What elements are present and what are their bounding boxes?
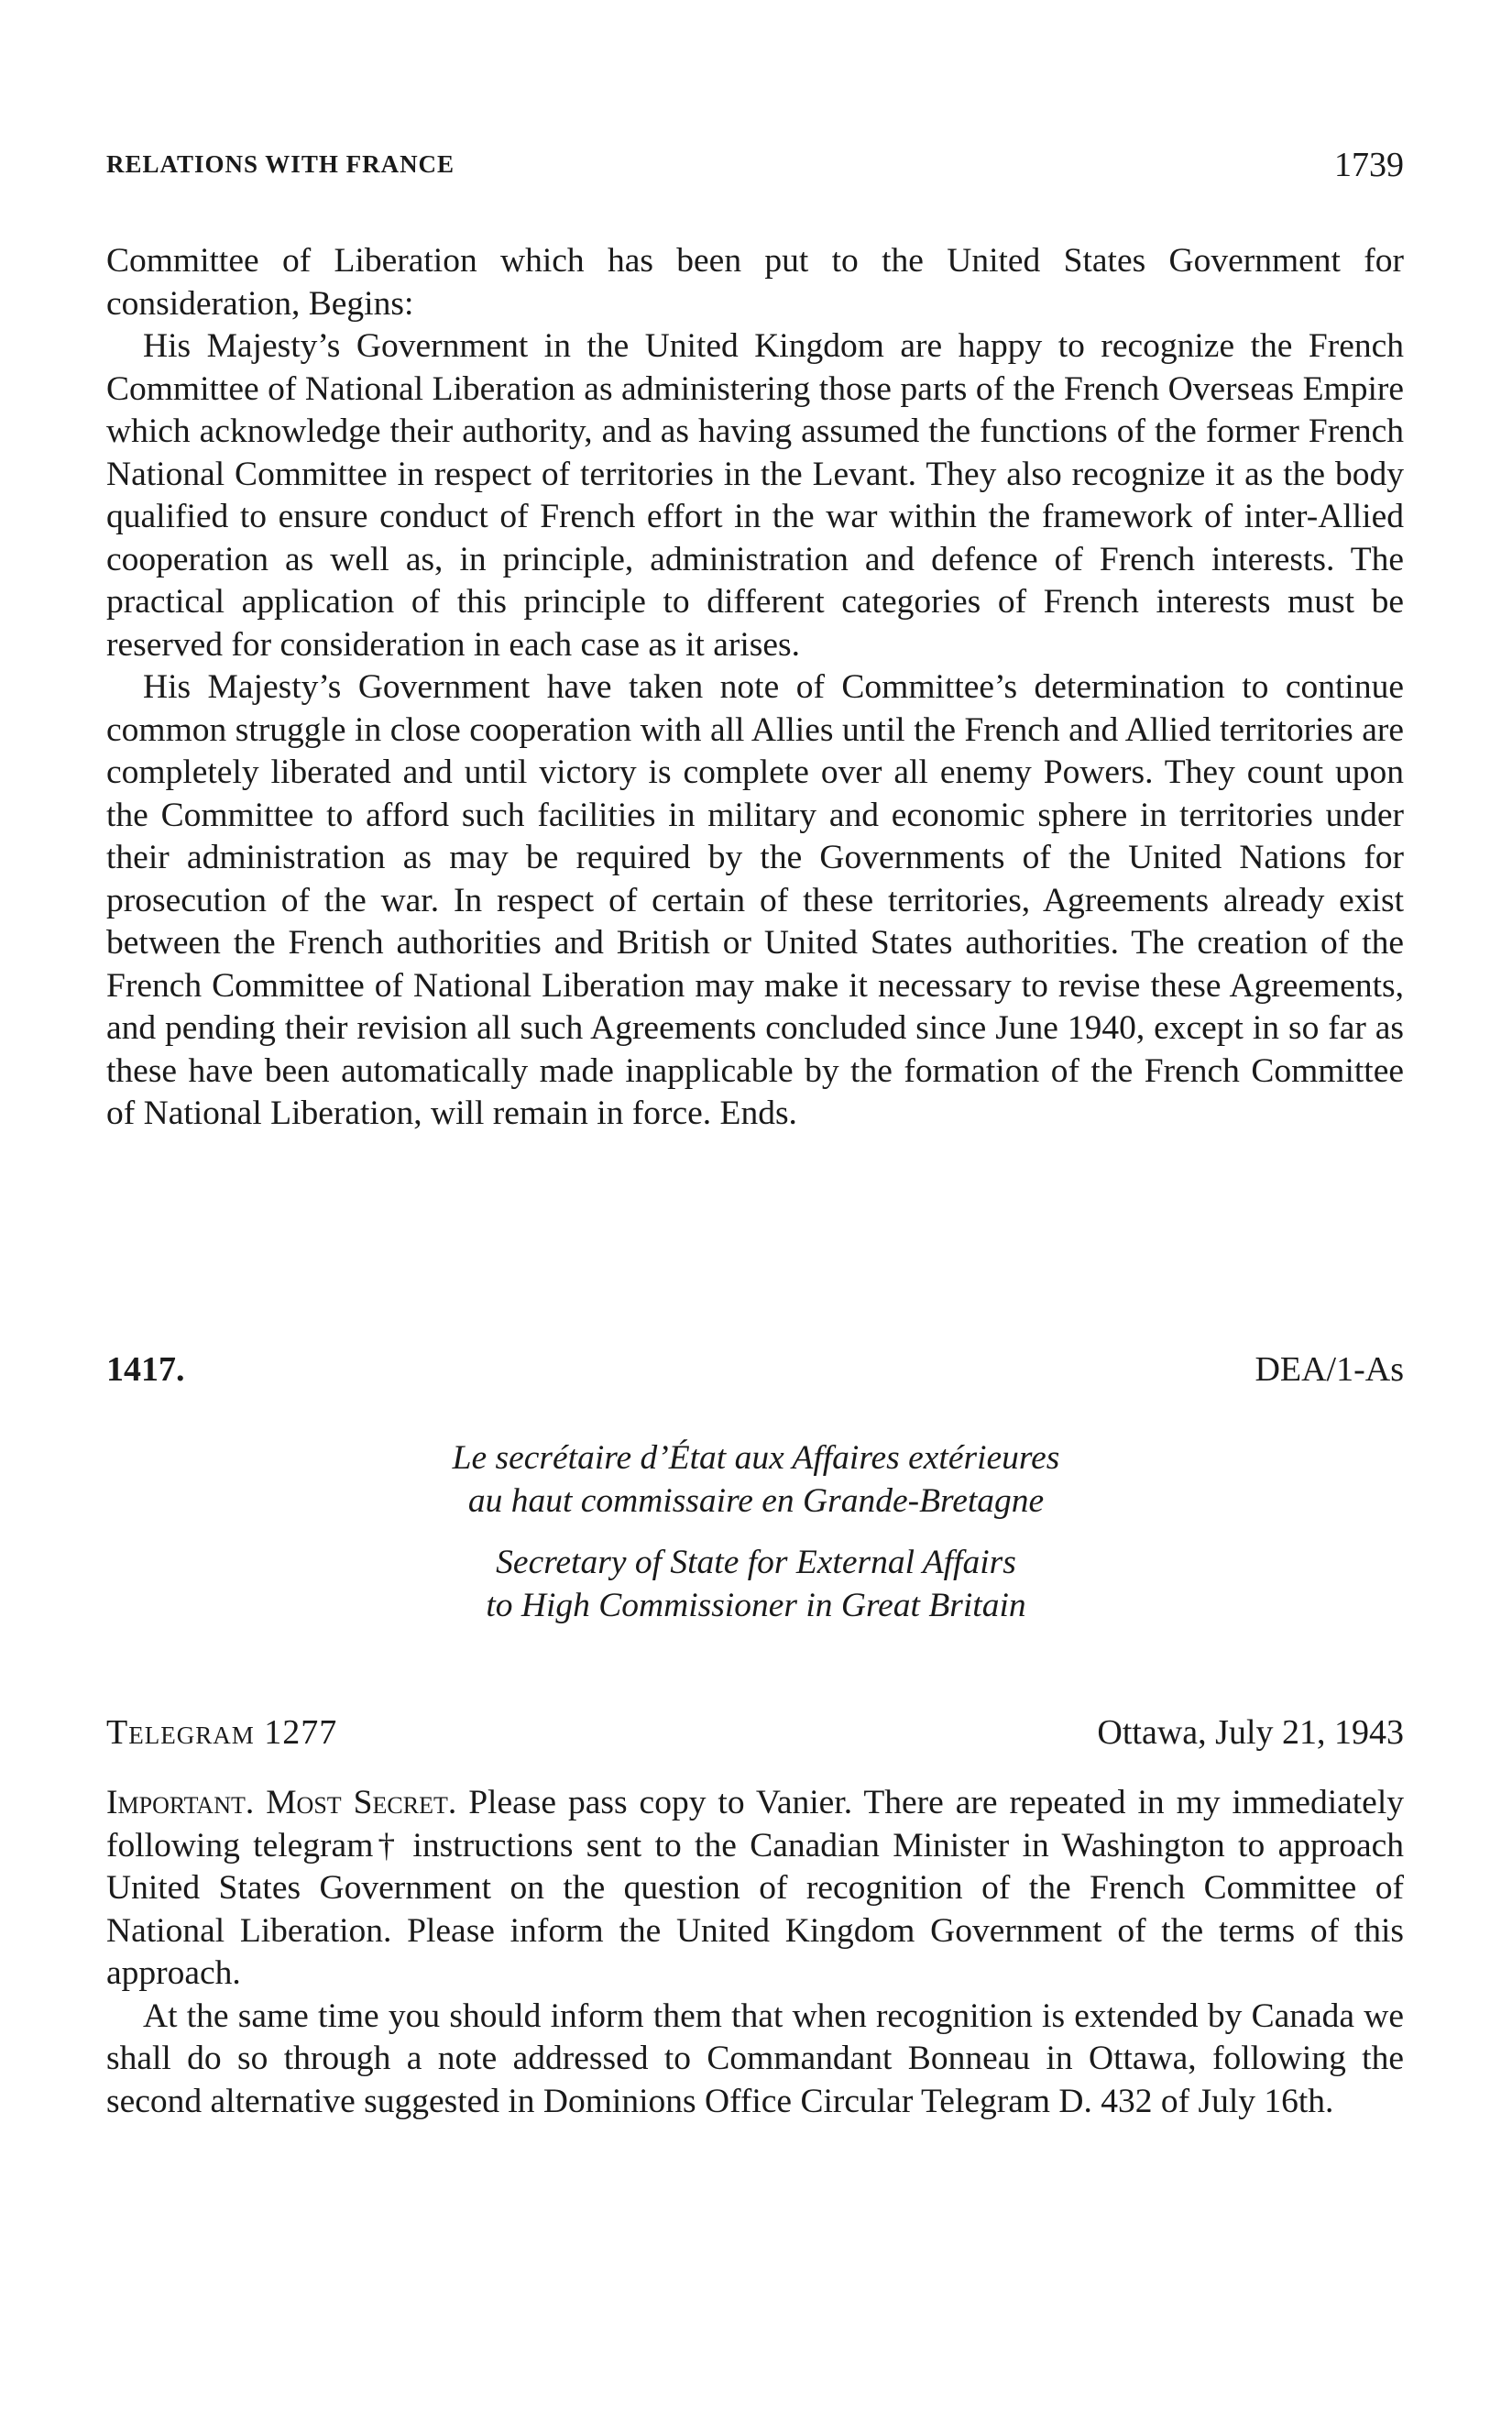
running-head-title: RELATIONS WITH FRANCE	[106, 150, 455, 178]
heading-english	[0, 1542, 1512, 1627]
paragraph-text: Please pass copy to Vanier. There are repeated in my immediately following telegram† instructions sent to the Canadian Minister in Washington to approach United States Government on the question of recognition of the French Committee of National Liberation. Please inform the United Kingdom Government of the terms of this approach.	[106, 1784, 1404, 1992]
page-number: 1739	[1334, 146, 1404, 184]
heading-line: to High Commissioner in Great Britain	[486, 1586, 1026, 1624]
document-reference: DEA/1-As	[1255, 1350, 1404, 1389]
classification-label: Important. Most Secret.	[106, 1784, 457, 1821]
paragraph: His Majesty’s Government have taken note of Committee’s determination to continue common struggle in close cooperation with all Allies until the French and Allied territories are completely liberated and until victory is complete over all enemy Powers. They count upon the Committee to afford such facilities in military and economic sphere in territories under their administration as may be required by the Governments of the United Nations for prosecution of the war. In respect of certain of these territories, Agreements already exist between the French authorities and British or United States authorities. The creation of the French Committee of National Liberation may make it necessary to revise these Agreements, and pending their revision all such Agreements concluded since June 1940, except in so far as these have been automatically made inapplicable by the formation of the French Committee of National Liberation, will remain in force. Ends.	[106, 668, 1404, 1132]
paragraph: At the same time you should inform them that when recognition is extended by Canada we shall do so through a note addressed to Commandant Bonneau in Ottawa, following the second alternative suggested in Dominions Office Circular Telegram D. 432 of July 16th.	[106, 1996, 1404, 2120]
paragraph	[106, 1782, 1404, 1996]
heading-line: au haut commissaire en Grande-Bretagne	[467, 1481, 1045, 1520]
heading-french	[0, 1437, 1512, 1523]
heading-line: Secretary of State for External Affairs	[496, 1544, 1016, 1581]
telegram-label: Telegram 1277	[106, 1713, 338, 1752]
continued-text-block	[106, 240, 1404, 1136]
paragraph: His Majesty’s Government in the United Kingdom are happy to recognize the French Committee of National Liberation as administering those parts of the French Overseas Empire which acknowledge their authority, and as having assumed the functions of the former French National Committee in respect of territories in the Levant. They also recognize it as the body qualified to ensure conduct of French effort in the war within the framework of inter-Allied cooperation as well as, in principle, administration and defence of French interests. The practical application of this principle to different categories of French interests must be reserved for consideration in each case as it arises.	[106, 327, 1404, 664]
paragraph: Committee of Liberation which has been put to the United States Government for consideration, Begins:	[106, 242, 1404, 323]
place-date: Ottawa, July 21, 1943	[1097, 1713, 1404, 1752]
heading-line: Le secrétaire d’État aux Affaires extérieures	[452, 1439, 1060, 1477]
running-head	[106, 145, 1404, 182]
telegram-body	[106, 1782, 1404, 2123]
document-number: 1417.	[106, 1350, 185, 1389]
